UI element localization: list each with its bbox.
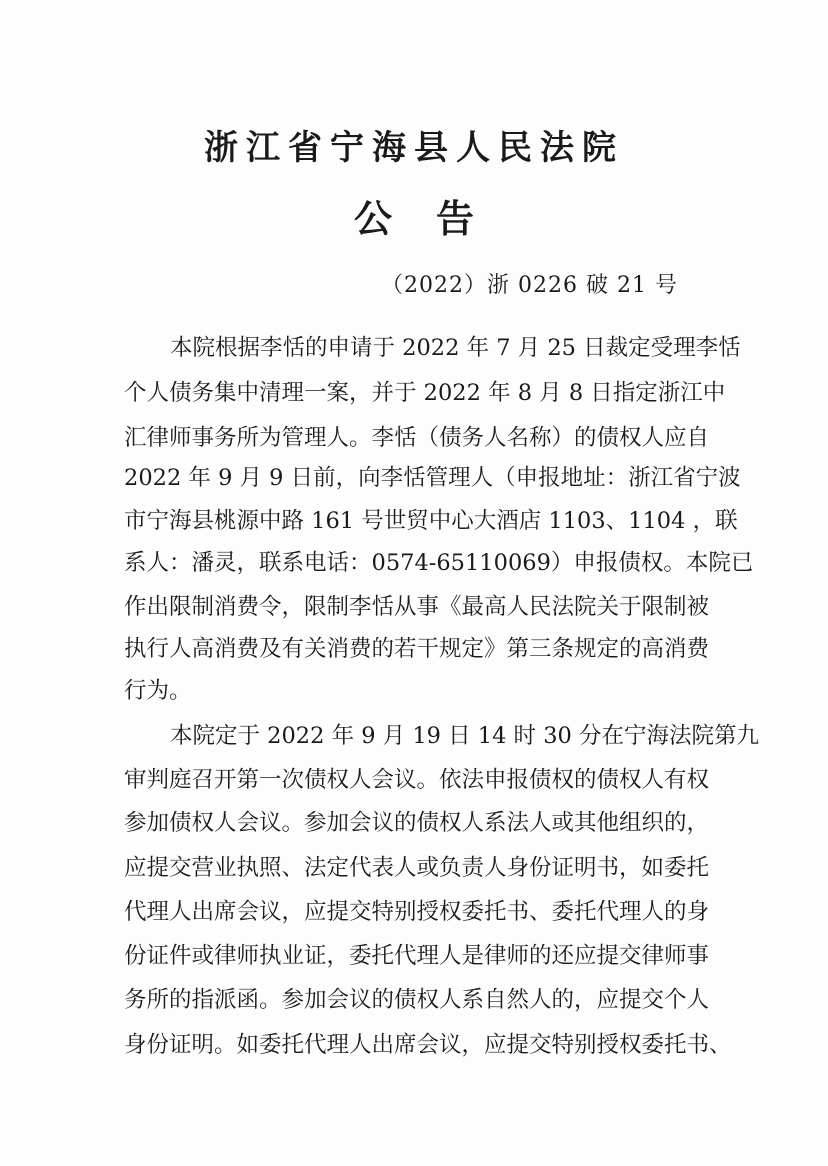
paragraph-1-line: 个人债务集中清理一案，并于 2022 年 8 月 8 日指定浙江中 bbox=[124, 380, 726, 406]
paragraph-2-line: 应提交营业执照、法定代表人或负责人身份证明书，如委托 bbox=[124, 855, 710, 881]
paragraph-2-line: 代理人出席会议，应提交特别授权委托书、委托代理人的身 bbox=[124, 899, 710, 925]
paragraph-1-line: 系人：潘灵，联系电话：0574-65110069）申报债权。本院已 bbox=[124, 550, 754, 576]
paragraph-1-line: 2022 年 9 月 9 日前，向李恬管理人（申报地址：浙江省宁波 bbox=[124, 465, 741, 491]
paragraph-2-line: 参加债权人会议。参加会议的债权人系法人或其他组织的， bbox=[124, 810, 710, 836]
paragraph-1-line: 本院根据李恬的申请于 2022 年 7 月 25 日裁定受理李恬 bbox=[170, 335, 741, 361]
notice-title: 公告 bbox=[353, 196, 518, 241]
paragraph-2-line: 务所的指派函。参加会议的债权人系自然人的，应提交个人 bbox=[124, 987, 710, 1013]
court-name: 浙江省宁海县人民法院 bbox=[204, 128, 624, 168]
paragraph-2-line: 审判庭召开第一次债权人会议。依法申报债权的债权人有权 bbox=[124, 767, 710, 793]
case-number: （2022）浙 0226 破 21 号 bbox=[381, 273, 678, 298]
paragraph-1-line: 行为。 bbox=[124, 678, 192, 704]
paragraph-1-line: 作出限制消费令，限制李恬从事《最高人民法院关于限制被 bbox=[124, 594, 710, 620]
paragraph-1-line: 汇律师事务所为管理人。李恬（债务人名称）的债权人应自 bbox=[124, 425, 710, 451]
paragraph-2-line: 份证件或律师执业证，委托代理人是律师的还应提交律师事 bbox=[124, 943, 710, 969]
paragraph-2-line: 本院定于 2022 年 9 月 19 日 14 时 30 分在宁海法院第九 bbox=[170, 723, 759, 749]
paragraph-1-line: 执行人高消费及有关消费的若干规定》第三条规定的高消费 bbox=[124, 636, 710, 662]
paragraph-1-line: 市宁海县桃源中路 161 号世贸中心大酒店 1103、1104 ，联 bbox=[124, 508, 738, 534]
paragraph-2-line: 身份证明。如委托代理人出席会议，应提交特别授权委托书、 bbox=[124, 1032, 732, 1058]
